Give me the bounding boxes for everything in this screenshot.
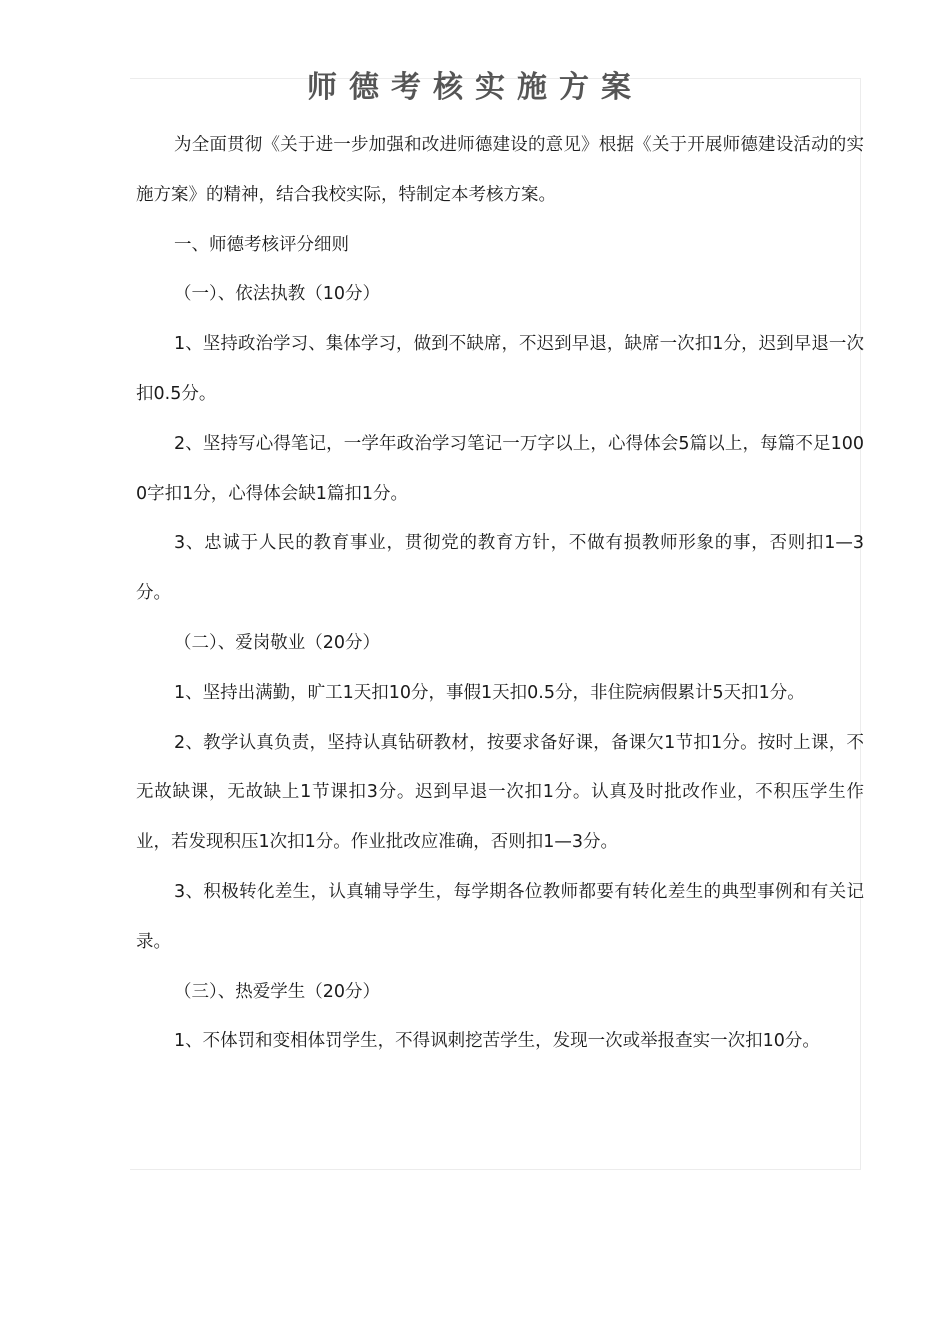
rule-item: 1、不体罚和变相体罚学生，不得讽刺挖苦学生，发现一次或举报查实一次扣10分。	[174, 1031, 820, 1052]
subsection-heading: （二）、爱岗敬业（20分）	[174, 632, 381, 653]
rule-item: 3、积极转化差生，认真辅导学生，每学期各位教师都要有转化差生的典型事例和有关记录。	[136, 881, 864, 952]
subsection-heading: （三）、热爱学生（20分）	[174, 981, 381, 1002]
subsection-heading: （一）、依法执教（10分）	[174, 284, 381, 305]
document-title: 师德考核实施方案	[307, 70, 643, 105]
rule-item: 1、坚持政治学习、集体学习，做到不缺席，不迟到早退，缺席一次扣1分，迟到早退一次扣0.5分。	[136, 334, 864, 404]
rule-item: 2、教学认真负责，坚持认真钻研教材，按要求备好课，备课欠1节扣1分。按时上课，不无故缺课，无故缺上1节课扣3分。迟到早退一次扣1分。认真及时批改作业，不积压学生作业，若发现积压1次扣1分。作业批改应准确，否则扣1—3分。	[136, 732, 864, 853]
intro-paragraph: 为全面贯彻《关于进一步加强和改进师德建设的意见》根据《关于开展师德建设活动的实施方案》的精神，结合我校实际，特制定本考核方案。	[136, 135, 864, 205]
document-body	[136, 121, 864, 1067]
rule-item: 2、坚持写心得笔记，一学年政治学习笔记一万字以上，心得体会5篇以上，每篇不足1000字扣1分，心得体会缺1篇扣1分。	[136, 433, 864, 504]
rule-item: 1、坚持出满勤，旷工1天扣10分，事假1天扣0.5分，非住院病假累计5天扣1分。	[174, 682, 805, 703]
rule-item: 3、忠诚于人民的教育事业，贯彻党的教育方针，不做有损教师形象的事，否则扣1—3分。	[136, 533, 864, 604]
section-heading: 一、师德考核评分细则	[174, 234, 349, 255]
